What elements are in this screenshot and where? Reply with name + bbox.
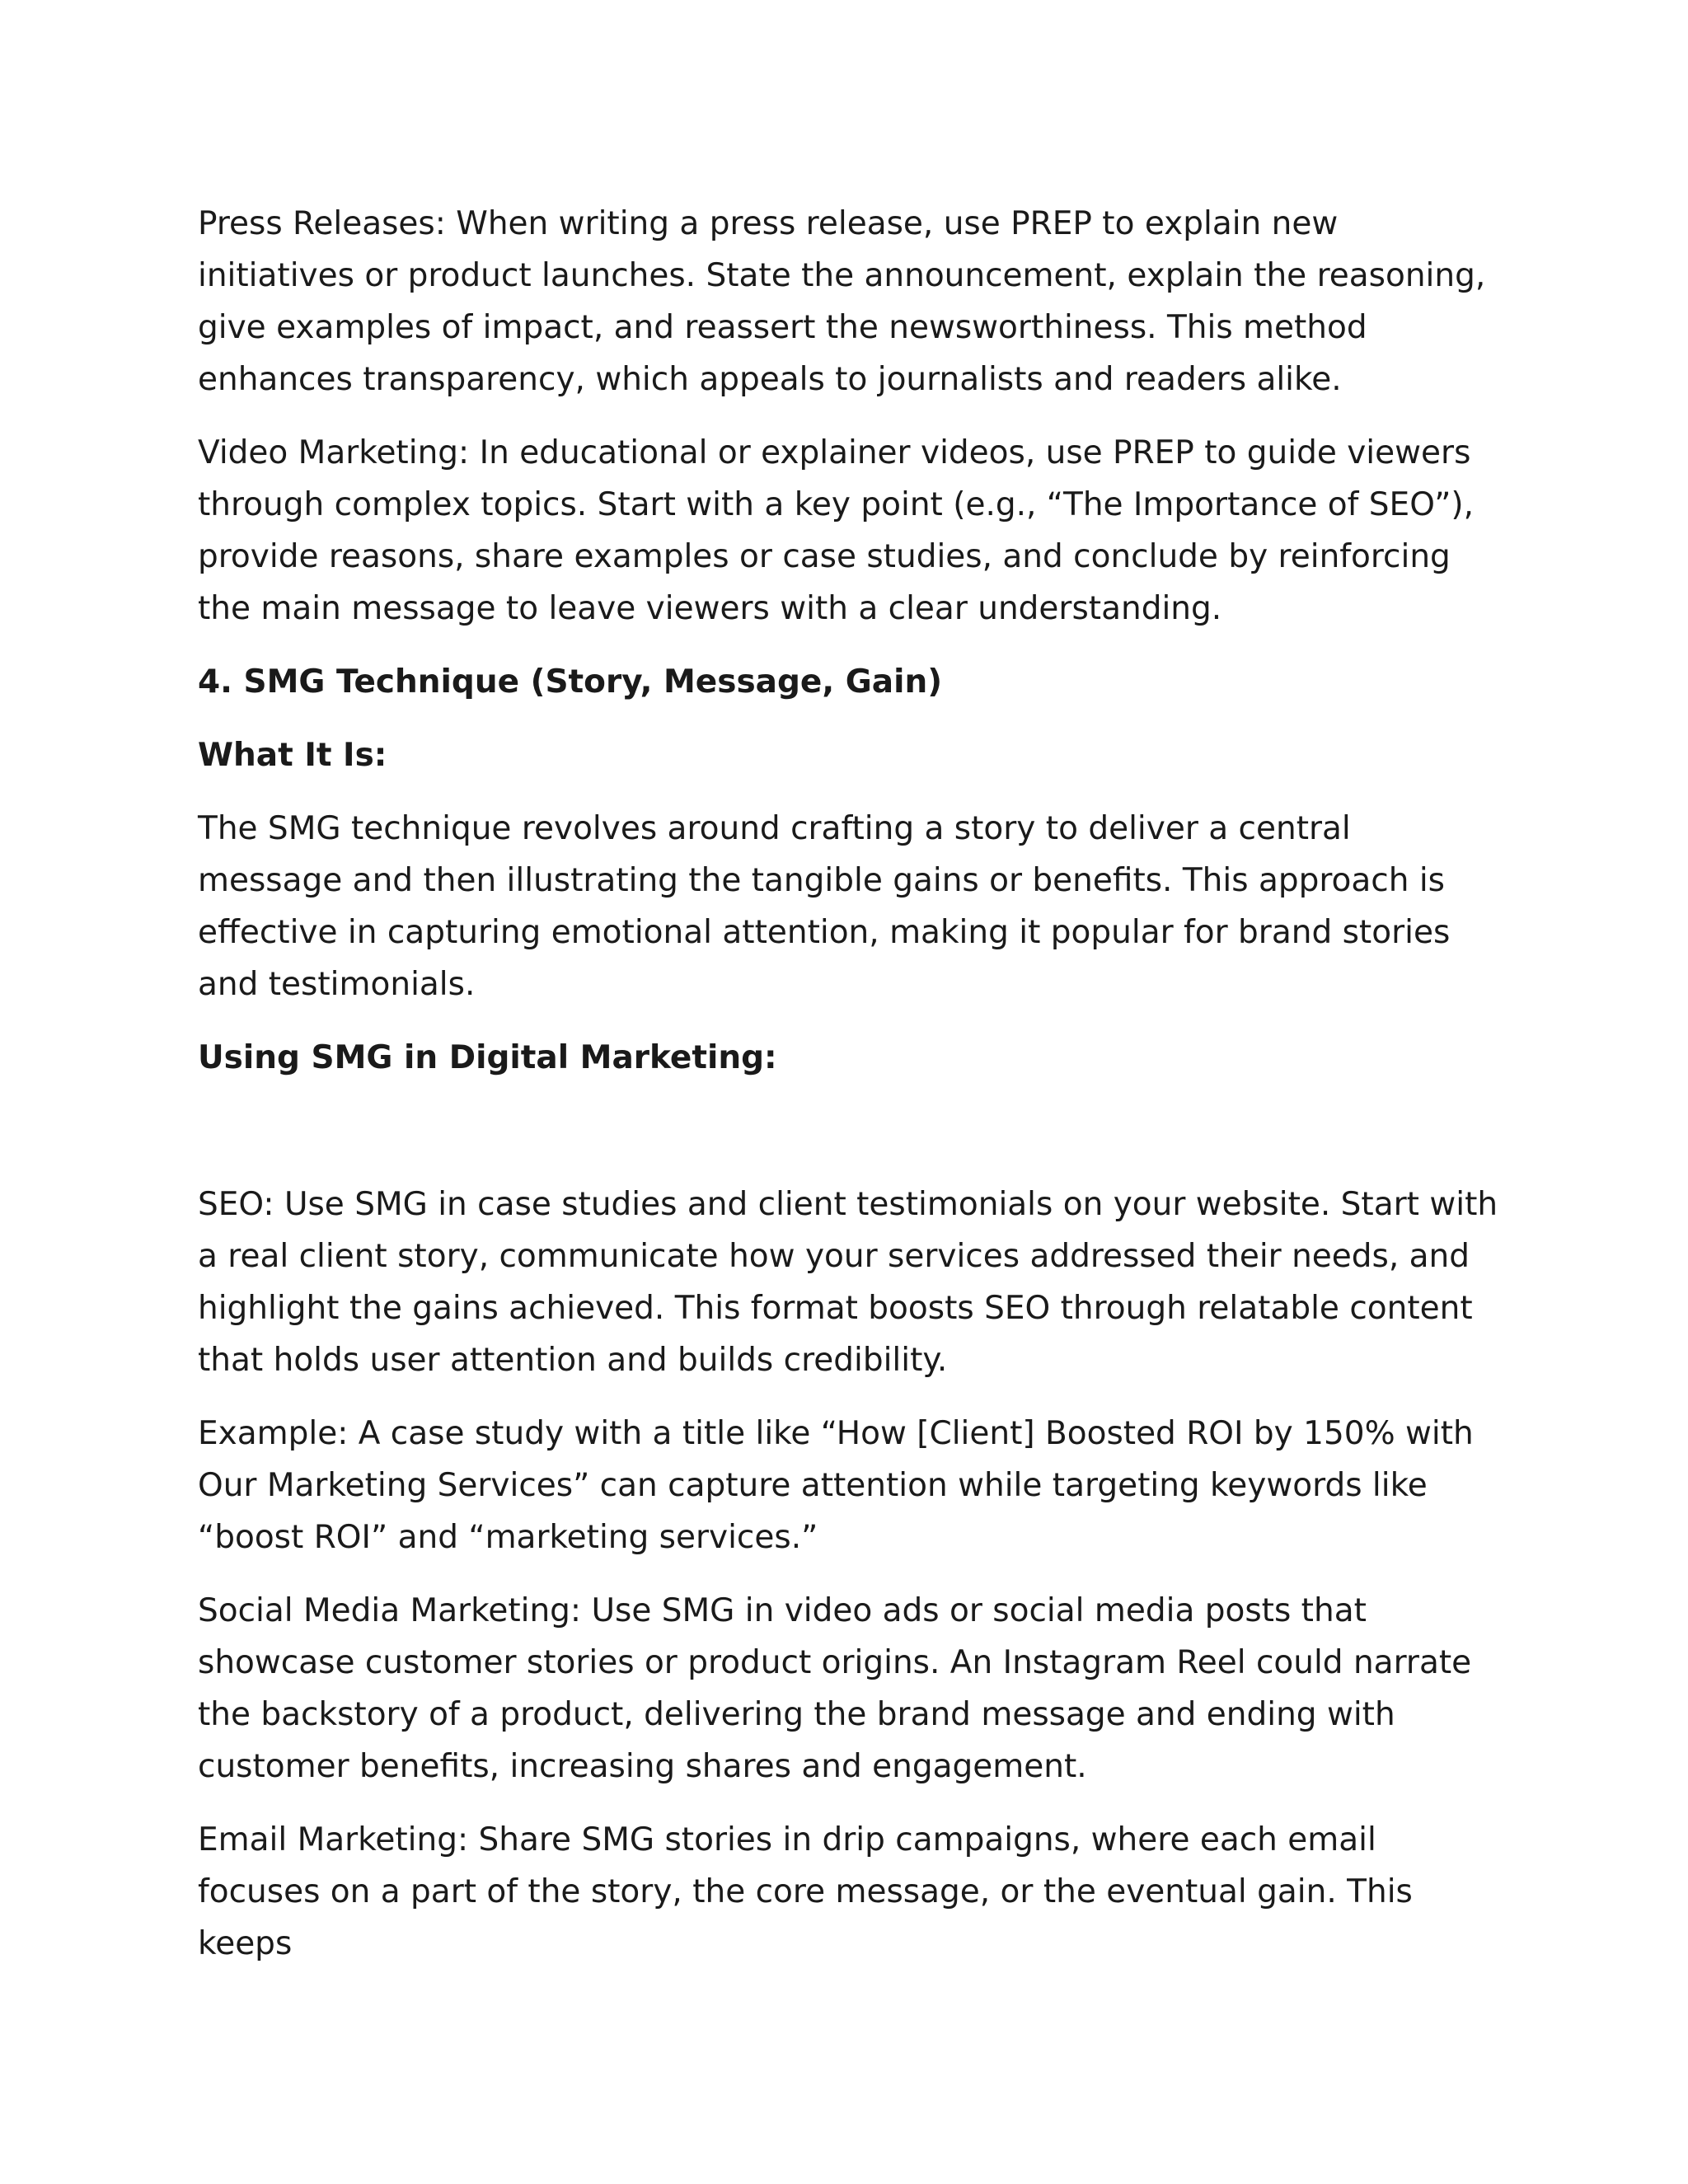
paragraph-example: Example: A case study with a title like “How [Client] Boosted ROI by 150% with Our Marketing Services” can capture attention while targeting keywords like “boost ROI” and “marketing services.” <box>198 1415 1474 1556</box>
subheading-using-smg: Using SMG in Digital Marketing: <box>198 1039 777 1076</box>
document-body <box>198 198 1500 1991</box>
paragraph-email-marketing: Email Marketing: Share SMG stories in drip campaigns, where each email focuses on a part of the story, the core message, or the eventual gain. This keeps <box>198 1821 1413 1962</box>
subheading-what-it-is: What It Is: <box>198 737 387 774</box>
paragraph-what-it-is: The SMG technique revolves around crafting a story to deliver a central message and then illustrating the tangible gains or benefits. This approach is effective in capturing emotional attention, making it popular for brand stories and testimonials. <box>198 810 1451 1003</box>
paragraph-social-media: Social Media Marketing: Use SMG in video ads or social media posts that showcase customer stories or product origins. An Instagram Reel could narrate the backstory of a product, delivering the brand message and ending with customer benefits, increasing shares and engagement. <box>198 1592 1472 1785</box>
section-heading-smg: 4. SMG Technique (Story, Message, Gain) <box>198 663 943 701</box>
paragraph-seo: SEO: Use SMG in case studies and client testimonials on your website. Start with a real client story, communicate how your services addressed their needs, and highlight the gains achieved. This format boosts SEO through relatable content that holds user attention and builds credibility. <box>198 1186 1498 1379</box>
paragraph-press-releases: Press Releases: When writing a press release, use PREP to explain new initiatives or product launches. State the announcement, explain the reasoning, give examples of impact, and reassert the newsworthiness. This method enhances transparency, which appeals to journalists and readers alike. <box>198 205 1486 398</box>
paragraph-video-marketing: Video Marketing: In educational or explainer videos, use PREP to guide viewers through complex topics. Start with a key point (e.g., “The Importance of SEO”), provide reasons, share examples or case studies, and conclude by reinforcing the main message to leave viewers with a clear understanding. <box>198 434 1475 627</box>
